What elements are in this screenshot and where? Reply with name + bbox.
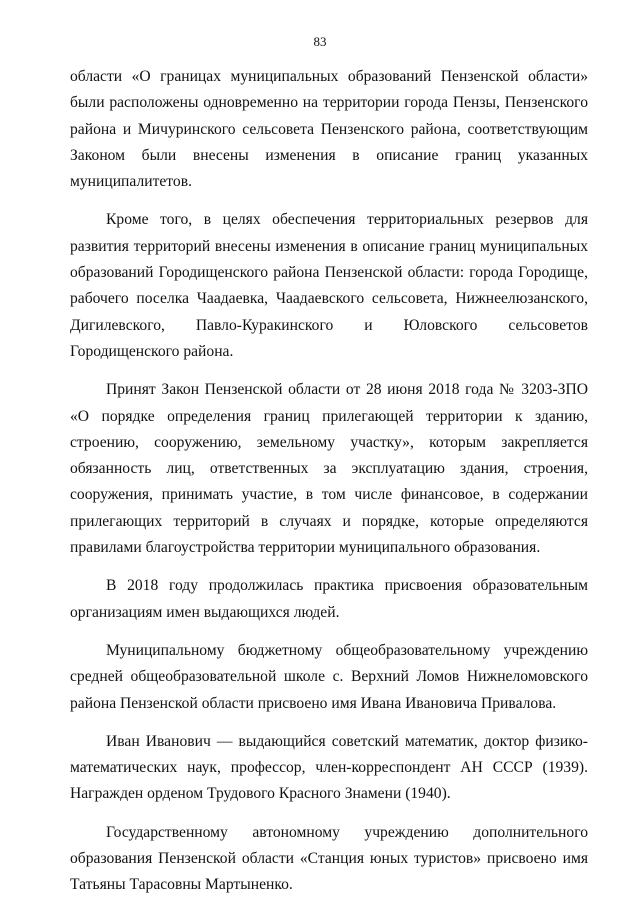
paragraph-continuation: области «О границах муниципальных образований Пензенской области» были расположены одновременно на территории города Пензы, Пензенского района и Мичуринского сельсовета Пензенского района, соответствующим Законом были внесены изменения в описание границ указанных муниципалитетов.: [70, 68, 588, 191]
paragraph-naming-practice: В 2018 году продолжилась практика присвоения образовательным организациям имен выдающихся людей.: [70, 577, 588, 621]
page-number: 83: [313, 34, 327, 49]
paragraph-privalov-bio: Иван Иванович — выдающийся советский математик, доктор физико-математических наук, профессор, член-корреспондент АН СССР (1939). Награжден орденом Трудового Красного Знамени (1940).: [70, 732, 588, 803]
paragraph-school-naming: Муниципальному бюджетному общеобразовательному учреждению средней общеобразовательной школе с. Верхний Ломов Нижнеломовского района Пензенской области присвоено имя Ивана Ивановича Привалова.: [70, 641, 588, 712]
paragraph-territorial-reserves: Кроме того, в целях обеспечения территориальных резервов для развития территорий внесены изменения в описание границ муниципальных образований Городищенского района Пензенской области: города Городище, рабочего поселка Чаадаевка, Чаадаевского сельсовета, Нижнеелюзанского, Дигилевского, Павло-Куракинского и Юловского сельсоветов Городищенского района.: [70, 211, 588, 360]
paragraph-adjacent-territory-law: Принят Закон Пензенской области от 28 июня 2018 года № 3203-ЗПО «О порядке определения границ прилегающей территории к зданию, строению, сооружению, земельному участку», которым закрепляется обязанность лиц, ответственных за эксплуатацию здания, строения, сооружения, принимать участие, в том числе финансовое, в содержании прилегающих территорий в случаях и порядке, которые определяются правилами благоустройства территории муниципального образования.: [70, 381, 588, 557]
document-body: [70, 64, 588, 911]
paragraph-tourist-station: Государственному автономному учреждению дополнительного образования Пензенской области «Станция юных туристов» присвоено имя Татьяны Тарасовны Мартыненко.: [70, 823, 588, 894]
